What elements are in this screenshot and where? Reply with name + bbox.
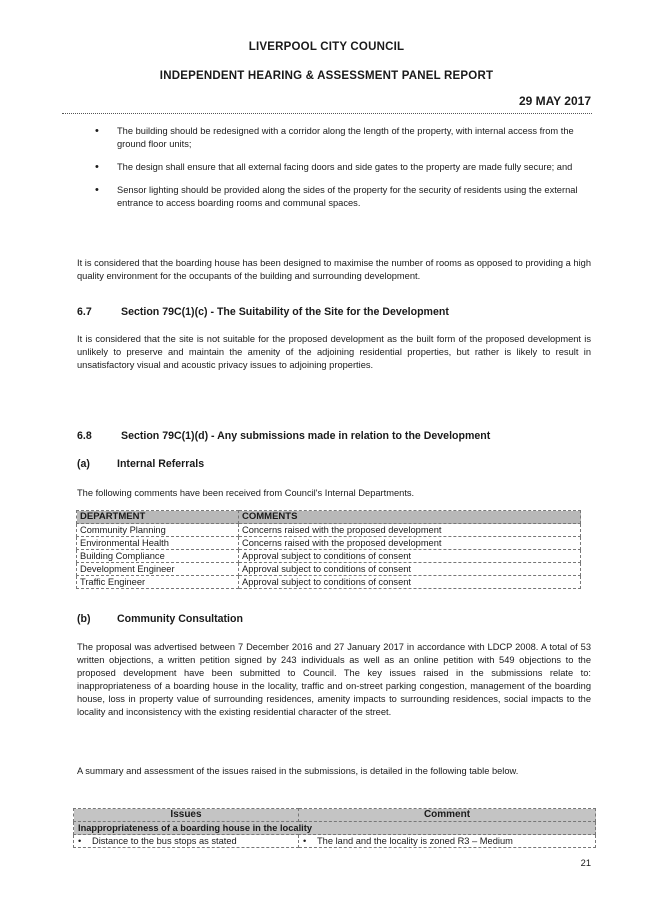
department-table <box>76 510 581 589</box>
section-title: Section 79C(1)(c) - The Suitability of the Site for the Development <box>121 306 449 318</box>
table-row <box>77 563 581 576</box>
department-cell: Traffic Engineer <box>77 576 239 589</box>
bullet-icon: • <box>303 836 307 846</box>
section-heading-6-8 <box>77 430 490 442</box>
comment-cell: Approval subject to conditions of consent <box>239 576 581 589</box>
recommendation-list <box>95 125 590 220</box>
department-cell: Development Engineer <box>77 563 239 576</box>
department-cell: Building Compliance <box>77 550 239 563</box>
subsection-title: Community Consultation <box>117 613 243 625</box>
report-title: INDEPENDENT HEARING & ASSESSMENT PANEL REPORT <box>159 70 494 82</box>
column-header: Comment <box>299 809 596 822</box>
comment-cell: Concerns raised with the proposed development <box>239 524 581 537</box>
section-number: 6.8 <box>77 430 92 442</box>
subsection-number: (b) <box>77 613 91 625</box>
subsection-title: Internal Referrals <box>117 458 205 470</box>
comment-cell: Approval subject to conditions of consent <box>239 550 581 563</box>
list-item: • The design shall ensure that all external facing doors and side gates to the property are made fully secure; and <box>95 161 590 174</box>
table-row <box>77 576 581 589</box>
bullet-icon: • <box>78 836 82 846</box>
department-cell: Community Planning <box>77 524 239 537</box>
comment-cell: Approval subject to conditions of consent <box>239 563 581 576</box>
comment-text: The land and the locality is zoned R3 – Medium <box>317 836 513 846</box>
table-row <box>77 550 581 563</box>
department-cell: Environmental Health <box>77 537 239 550</box>
paragraph-maximise: It is considered that the boarding house has been designed to maximise the number of rooms as opposed to providing a high quality environment for the occupants of the building and surrounding development. <box>77 258 591 281</box>
subheading-internal-referrals <box>77 458 204 470</box>
column-header: DEPARTMENT <box>77 511 239 524</box>
column-header: COMMENTS <box>239 511 581 524</box>
section-number: 6.7 <box>77 306 92 318</box>
header-rule <box>62 113 592 114</box>
comment-cell <box>299 835 596 848</box>
section-title: Section 79C(1)(d) - Any submissions made in relation to the Development <box>121 430 491 442</box>
comment-cell: Concerns raised with the proposed development <box>239 537 581 550</box>
issues-table <box>73 808 596 848</box>
report-date: 29 MAY 2017 <box>518 94 591 108</box>
table-header-row <box>77 511 581 524</box>
paragraph-suitability: It is considered that the site is not suitable for the proposed development as the built form of the proposed development is unlikely to preserve and maintain the amenity of the adjoining residential properties, but rather is likely to result in unsatisfactory visual and acoustic privacy issues to adjoining properties. <box>77 334 591 370</box>
table-subheader-row <box>74 822 596 835</box>
column-header: Issues <box>74 809 299 822</box>
list-item: • Sensor lighting should be provided along the sides of the property for the security of residents using the external entrance to access boarding rooms and communal spaces. <box>95 184 590 210</box>
table-row <box>77 524 581 537</box>
paragraph-consultation: The proposal was advertised between 7 December 2016 and 27 January 2017 in accordance with LDCP 2008. A total of 53 written objections, a written petition signed by 243 individuals as well as an online petition with 549 objections to the proposed development have been submitted to Council. The key issues raised in the submissions relate to: inappropriateness of a boarding house in the locality, traffic and on-street parking congestion, management of the boarding house, loss in property value of surrounding residences, amenity impacts to surrounding residences, social impacts to the locality and inconsistency with the existing residential character of the street. <box>77 642 591 717</box>
section-heading-6-7 <box>77 306 449 318</box>
list-item: • The building should be redesigned with a corridor along the length of the property, with internal access from the ground floor units; <box>95 125 590 151</box>
paragraph-referrals: The following comments have been received from Council's Internal Departments. <box>77 488 415 498</box>
page-number: 21 <box>580 858 591 868</box>
subsection-number: (a) <box>77 458 90 470</box>
table-row <box>77 537 581 550</box>
issue-cell <box>74 835 299 848</box>
table-header-row <box>74 809 596 822</box>
subheading-community-consultation <box>77 613 243 625</box>
table-row <box>74 835 596 848</box>
issue-text: Distance to the bus stops as stated <box>92 836 237 846</box>
issue-category: Inappropriateness of a boarding house in the locality <box>74 822 596 835</box>
council-name: LIVERPOOL CITY COUNCIL <box>248 41 405 53</box>
paragraph-summary: A summary and assessment of the issues raised in the submissions, is detailed in the following table below. <box>77 766 519 776</box>
